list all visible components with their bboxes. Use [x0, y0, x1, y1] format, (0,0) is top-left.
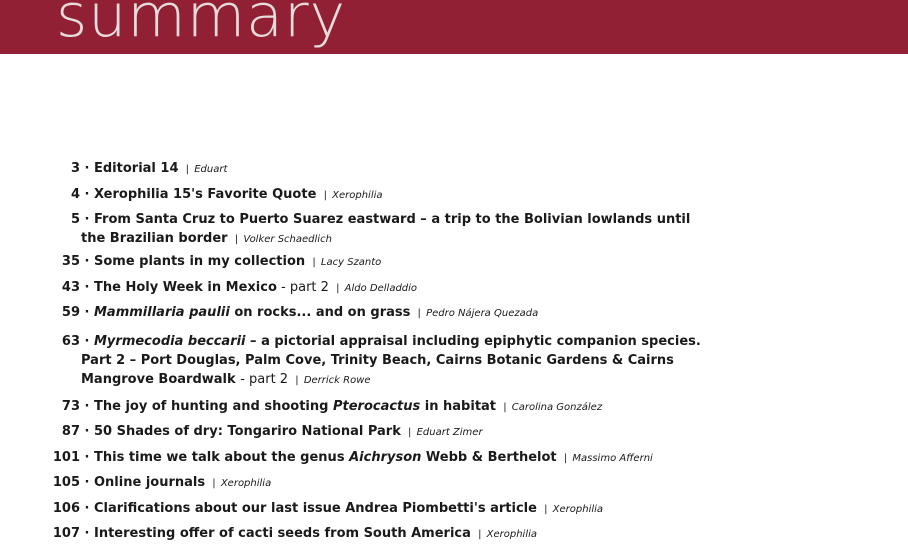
toc-entry[interactable]: 43 · The Holy Week in Mexico - part 2 | Aldo Delladdio: [0, 278, 700, 298]
page-number: 3: [70, 161, 80, 176]
entry-title-rest: – a pictorial appraisal including epiphytic companion species.: [245, 334, 701, 349]
entry-title: Clarifications about our last issue Andrea Piombetti's article: [94, 501, 537, 516]
entry-title: [94, 334, 701, 349]
page-number: 43: [61, 280, 80, 295]
entry-title-genus: Pterocactus: [332, 399, 421, 414]
entry-title-post: in habitat: [420, 399, 497, 414]
entry-title: [94, 399, 496, 414]
entry-author: Xerophilia: [486, 529, 538, 540]
entry-title-species: Myrmecodia beccarii: [94, 334, 246, 349]
entry-author: Xerophilia: [552, 504, 604, 515]
toc-entry[interactable]: 4 · Xerophilia 15's Favorite Quote | Xerophilia: [0, 185, 700, 205]
entry-author: Aldo Delladdio: [344, 283, 418, 294]
entry-title-rest: on rocks... and on grass: [229, 305, 411, 320]
entry-title: From Santa Cruz to Puerto Suarez eastward – a trip to the Bolivian lowlands until: [94, 212, 691, 227]
entry-title: [94, 450, 557, 465]
toc-entry[interactable]: 87 · 50 Shades of dry: Tongariro National Park | Eduart Zimer: [0, 422, 700, 442]
entry-title-continued: Mangrove Boardwalk: [81, 372, 236, 387]
entry-title-continued: the Brazilian border: [81, 231, 228, 246]
page-number: 5: [70, 212, 80, 227]
toc-entry[interactable]: 3 · Editorial 14 | Eduart: [0, 159, 700, 179]
entry-title: The Holy Week in Mexico: [94, 280, 277, 295]
entry-author: Eduart: [194, 164, 228, 175]
entry-title: [94, 305, 410, 320]
entry-author: Xerophilia: [220, 478, 272, 489]
toc-entry[interactable]: 101 · This time we talk about the genus Aichryson Webb & Berthelot | Massimo Afferni: [0, 448, 700, 468]
page-number: 106: [52, 501, 80, 516]
page-number: 59: [61, 305, 80, 320]
entry-author: Eduart Zimer: [416, 427, 483, 438]
entry-title-species: Mammillaria paulii: [94, 305, 230, 320]
entry-author: Volker Schaedlich: [243, 234, 332, 245]
page-number: 4: [70, 187, 80, 202]
toc-entry[interactable]: 105 · Online journals | Xerophilia: [0, 473, 700, 493]
page-number: 101: [52, 450, 80, 465]
entry-author: Carolina González: [511, 402, 603, 413]
toc-entry[interactable]: 73 · The joy of hunting and shooting Pterocactus in habitat | Carolina González: [0, 397, 700, 417]
entry-part: - part 2: [240, 372, 289, 387]
entry-author: Pedro Nájera Quezada: [426, 308, 539, 319]
toc-entry[interactable]: 63 · Myrmecodia beccarii – a pictorial appraisal including epiphytic companion species. Part 2 – Port Douglas, Palm Cove, Trinity Beach, Cairns Botanic Gardens & Cairns Mangrove Boardwalk - part 2 | Derrick Rowe: [0, 332, 700, 390]
entry-author: Derrick Rowe: [303, 375, 371, 386]
toc-entry[interactable]: 35 · Some plants in my collection | Lacy Szanto: [0, 252, 700, 272]
page-number: 87: [61, 424, 80, 439]
toc-entry[interactable]: 5 · From Santa Cruz to Puerto Suarez eastward – a trip to the Bolivian lowlands until the Brazilian border | Volker Schaedlich: [0, 210, 700, 249]
entry-title: Xerophilia 15's Favorite Quote: [94, 187, 317, 202]
entry-title: Some plants in my collection: [94, 254, 306, 269]
entry-title: 50 Shades of dry: Tongariro National Park: [94, 424, 401, 439]
page-number: 63: [61, 334, 80, 349]
page-number: 35: [61, 254, 80, 269]
toc-entry[interactable]: 59 · Mammillaria paulii on rocks... and on grass | Pedro Nájera Quezada: [0, 303, 700, 323]
toc-entry[interactable]: 106 · Clarifications about our last issue Andrea Piombetti's article | Xerophilia: [0, 499, 700, 519]
entry-title-genus: Aichryson: [349, 450, 422, 465]
entry-title-continued: Part 2 – Port Douglas, Palm Cove, Trinity Beach, Cairns Botanic Gardens & Cairns: [81, 353, 674, 368]
page-number: 107: [52, 526, 80, 541]
entry-author: Massimo Afferni: [572, 453, 653, 464]
entry-title-pre: The joy of hunting and shooting: [94, 399, 333, 414]
entry-author: Xerophilia: [332, 190, 383, 201]
toc-entry[interactable]: 107 · Interesting offer of cacti seeds from South America | Xerophilia: [0, 524, 700, 544]
entry-title-post: Webb & Berthelot: [421, 450, 557, 465]
entry-part: - part 2: [281, 280, 329, 295]
entry-title: Editorial 14: [94, 161, 179, 176]
entry-title: Online journals: [94, 475, 206, 490]
entry-title-pre: This time we talk about the genus: [94, 450, 350, 465]
entry-author: Lacy Szanto: [320, 257, 382, 268]
page-number: 105: [52, 475, 80, 490]
entry-title: Interesting offer of cacti seeds from South America: [94, 526, 471, 541]
page-title: summary: [56, 0, 347, 51]
page-number: 73: [61, 399, 80, 414]
